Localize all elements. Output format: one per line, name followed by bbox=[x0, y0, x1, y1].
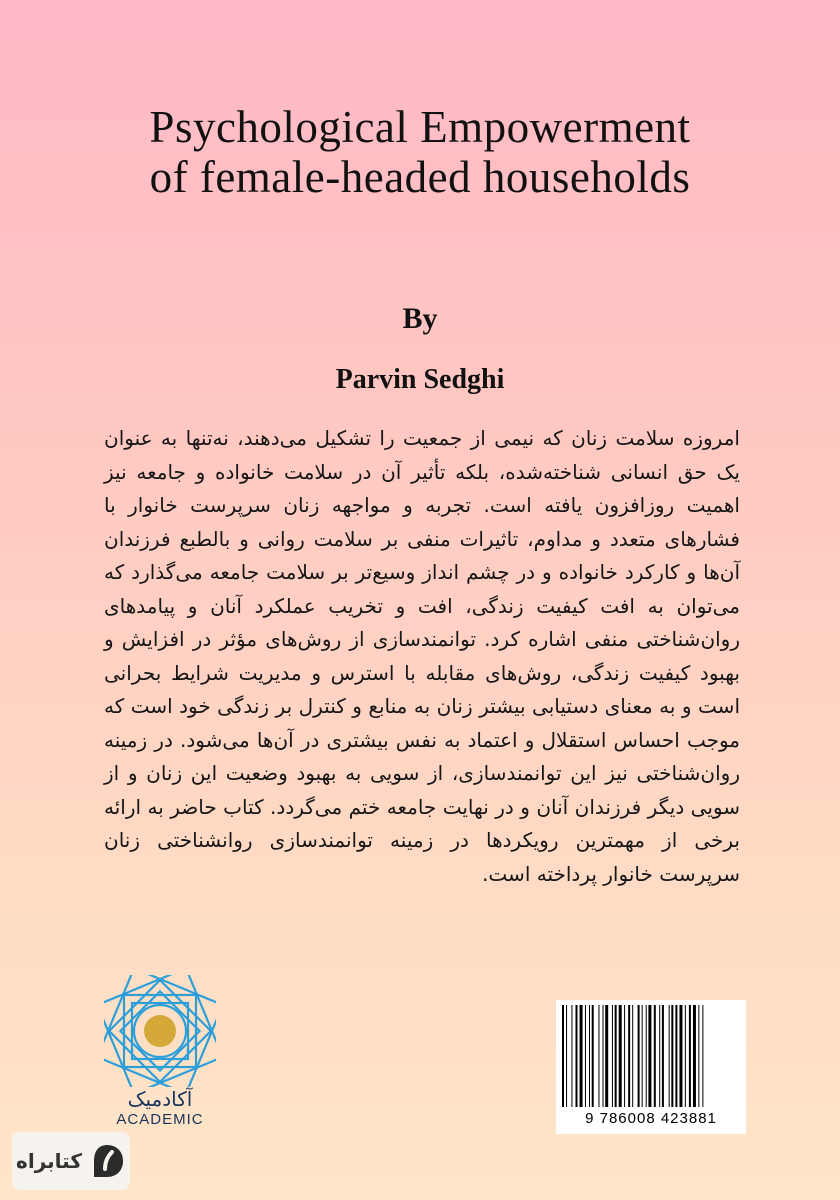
author-name: Parvin Sedghi bbox=[335, 364, 505, 395]
title-line-2: of female-headed households bbox=[149, 152, 691, 203]
ketabrah-logo-icon bbox=[88, 1142, 126, 1180]
watermark-text: کتابراه bbox=[16, 1149, 82, 1173]
by-label: By bbox=[402, 302, 438, 335]
barcode-bars bbox=[562, 1005, 740, 1107]
book-title bbox=[0, 102, 840, 202]
star-lattice-icon bbox=[104, 975, 216, 1087]
title-line-1: Psychological Empowerment bbox=[149, 102, 691, 153]
publisher-name-en: ACADEMIC bbox=[116, 1111, 204, 1128]
publisher-name-fa: آکادمیک bbox=[127, 1087, 193, 1111]
isbn-barcode bbox=[556, 1000, 746, 1134]
isbn-number: 9 786008 423881 bbox=[585, 1110, 717, 1127]
publisher-logo bbox=[100, 975, 220, 1128]
ketabrah-watermark bbox=[12, 1132, 130, 1190]
book-description: امروزه سلامت زنان که نیمی از جمعیت را تشکیل می‌دهند، نه‌تنها به عنوان یک حق انسانی شناخته‌شده، بلکه تأثیر آن در سلامت خانواده و جامعه نیز اهمیت روزافزون یافته است. تجربه و مواجهه زنان سرپرست خانوار با فشارهای متعدد و مداوم، تاثیرات منفی بر سلامت روانی و بالطبع فرزندان آن‌ها و کارکرد خانواده و در چشم انداز وسیع‌تر بر سلامت جامعه می‌گذارد که می‌توان به افت کیفیت زندگی، افت و تخریب عملکرد آنان و پیامدهای روان‌شناختی منفی اشاره کرد. توانمندسازی از روش‌های مؤثر در افزایش و بهبود کیفیت زندگی، روش‌های مقابله با استرس و مدیریت شرایط بحرانی است و به معنای دستیابی بیشتر زنان به منابع و کنترل بر زندگی خود است که موجب احساس استقلال و اعتماد به نفس بیشتری در آن‌ها می‌شود. در زمینه روان‌شناختی نیز این توانمندسازی، از سویی به بهبود وضعیت این زنان و از سویی دیگر فرزندان آنان و در نهایت جامعه ختم می‌گردد. کتاب حاضر به ارائه برخی از مهمترین رویکردها در زمینه توانمندسازی روانشناختی زنان سرپرست خانوار پرداخته است. bbox=[104, 426, 740, 886]
